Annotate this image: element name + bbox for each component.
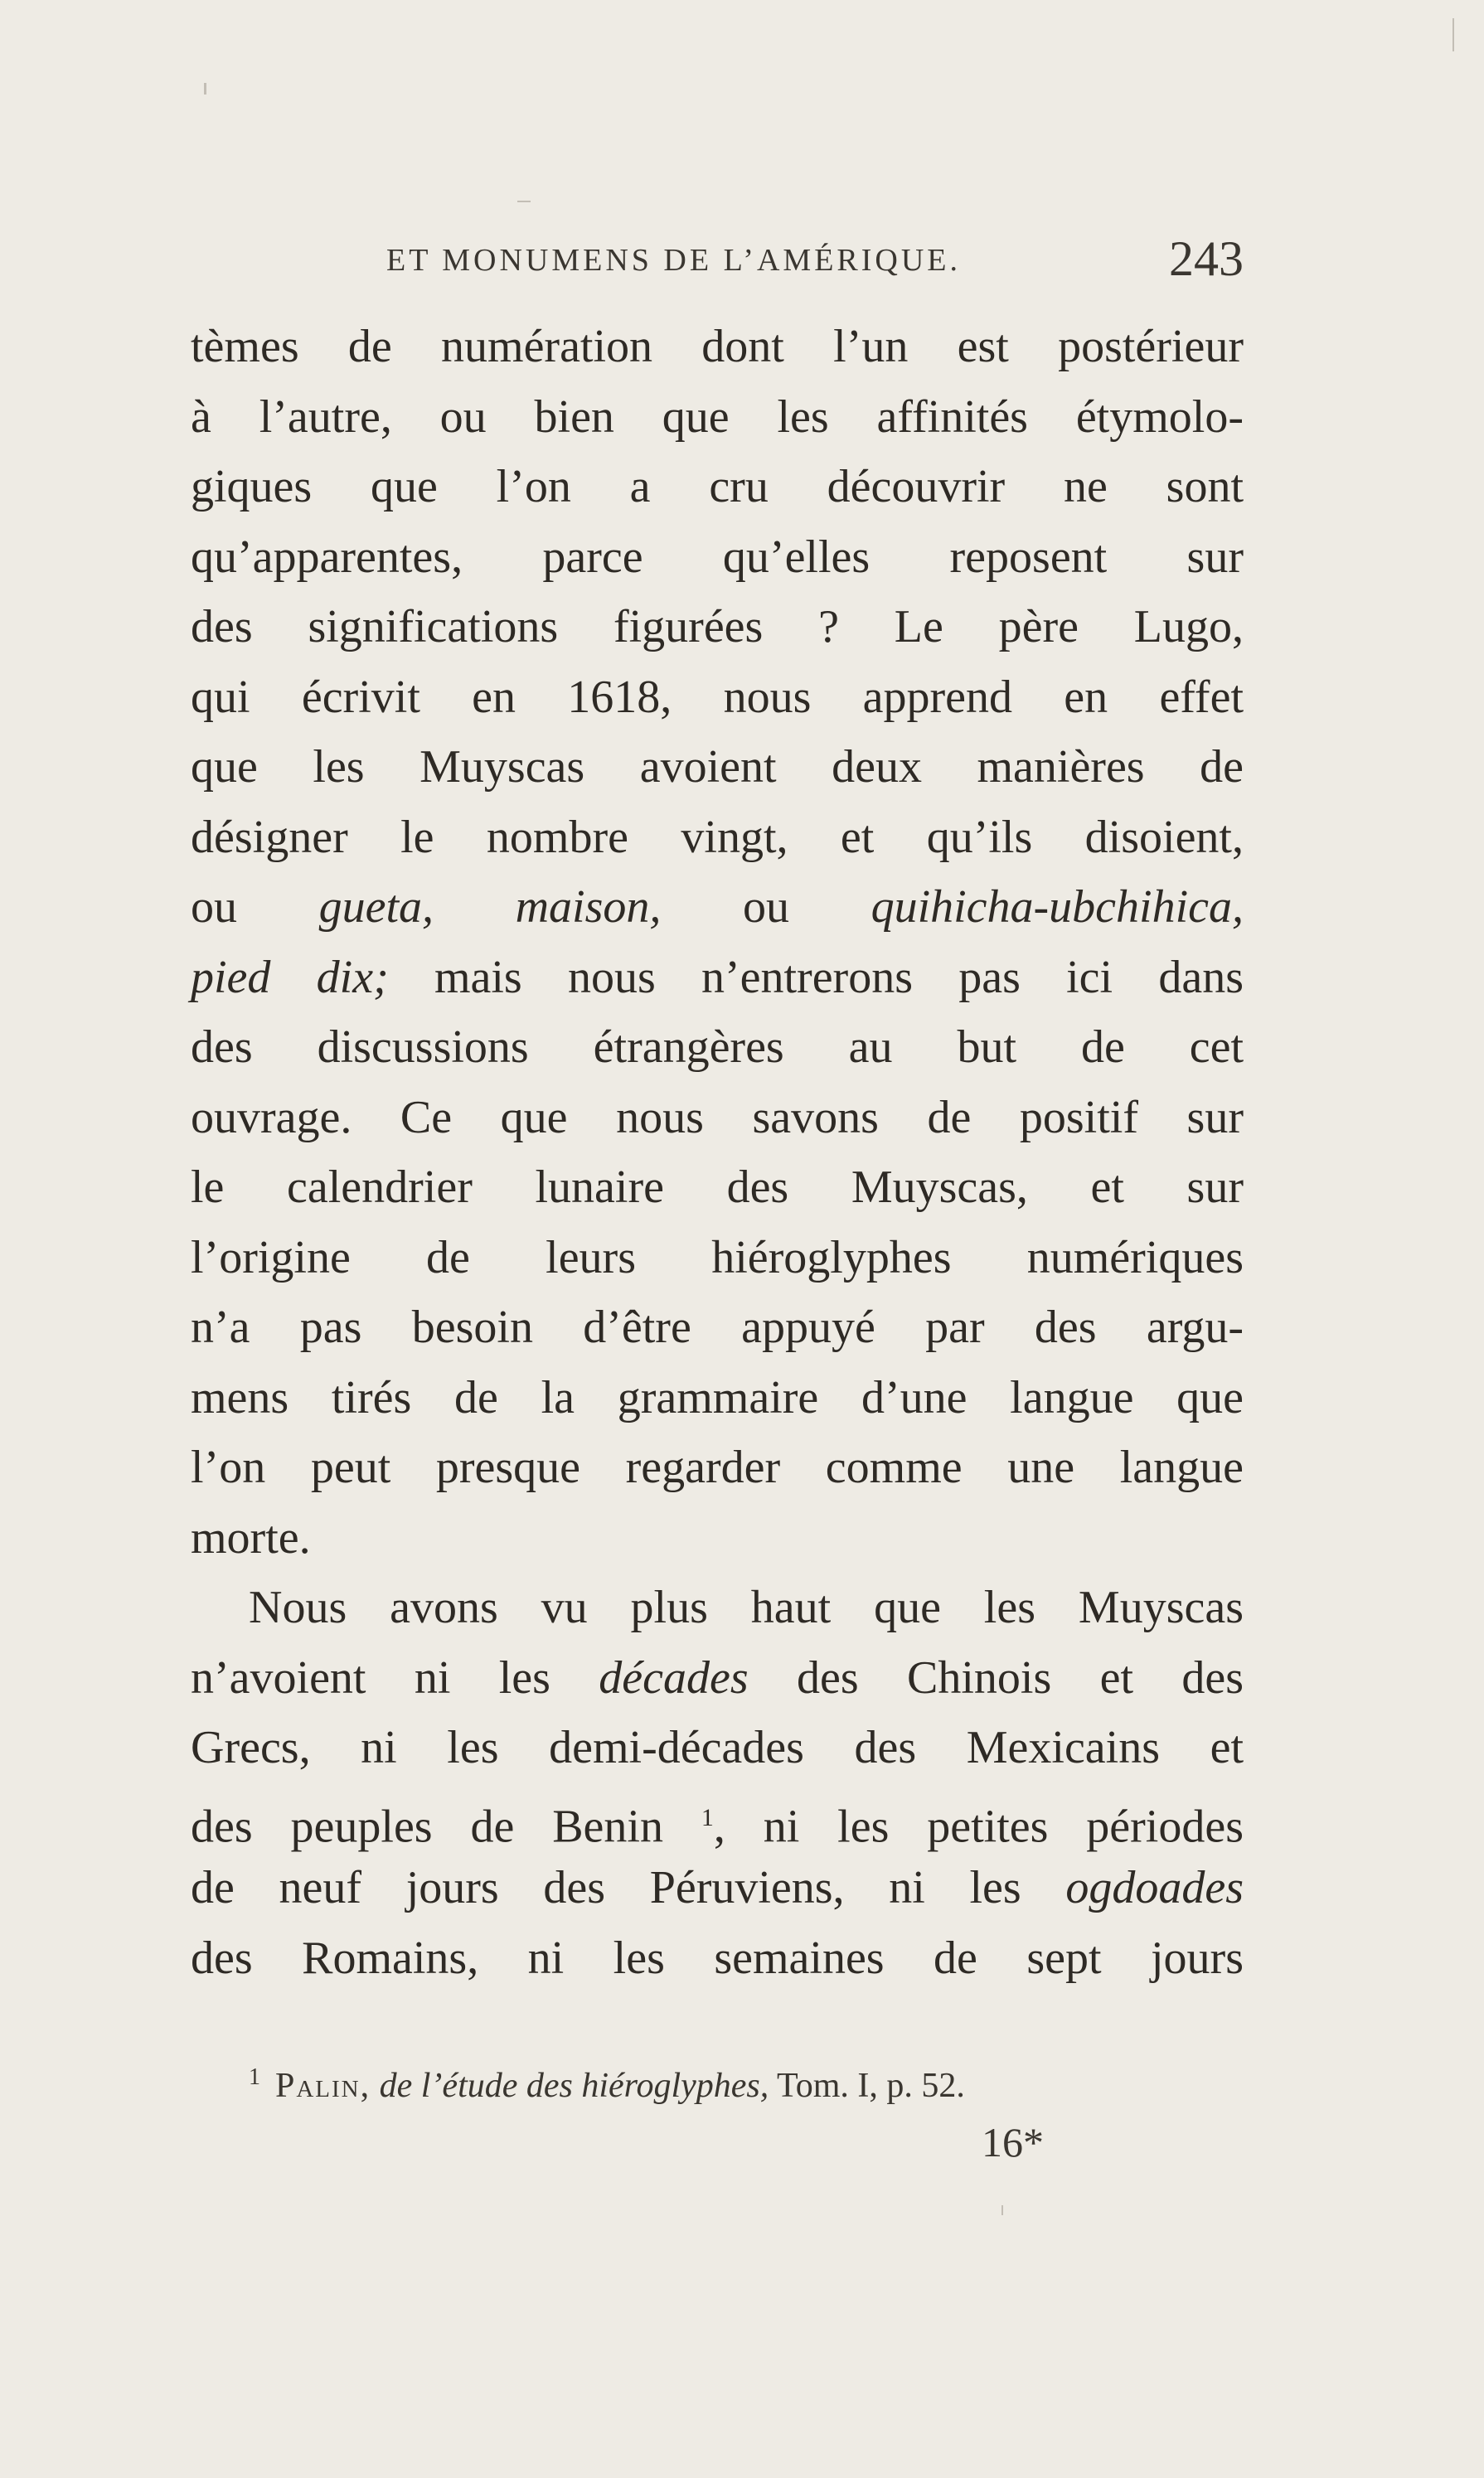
paper-speck — [1001, 2205, 1003, 2215]
text-line — [191, 872, 1244, 943]
text-line: des significations figurées ? Le père Lugo, — [191, 601, 1244, 652]
paper-speck — [517, 201, 531, 202]
footnote — [249, 2064, 1244, 2106]
text-line: l’origine de leurs hiéroglyphes numériques — [191, 1231, 1244, 1283]
text-line: n’a pas besoin d’être appuyé par des argu- — [191, 1302, 1244, 1353]
italic-term: gueta, maison, — [318, 881, 662, 933]
text-line: des discussions étrangères au but de cet — [191, 1021, 1244, 1073]
text-run: des peuples de Benin — [191, 1801, 701, 1853]
text-line — [191, 1853, 1244, 1923]
text-line: des Romains, ni les semaines de sept jours — [191, 1932, 1244, 1984]
text-line: l’on peut presque regarder comme une langue — [191, 1442, 1244, 1493]
text-line — [191, 1643, 1244, 1714]
text-line: morte. — [191, 1511, 311, 1564]
italic-term: pied dix; — [191, 951, 389, 1003]
running-title: ET MONUMENS DE L’AMÉRIQUE. — [386, 243, 961, 278]
text-line — [191, 943, 1244, 1013]
text-run: des Chinois et des — [748, 1651, 1244, 1704]
signature-mark: 16* — [982, 2119, 1044, 2165]
text-line: que les Muyscas avoient deux manières de — [191, 741, 1244, 793]
italic-term: quihicha-ubchihica, — [871, 881, 1244, 933]
footnote-work-title: de l’étude des hiéroglyphes, — [371, 2067, 769, 2105]
italic-term: ogdoades — [1065, 1862, 1244, 1913]
text-line: Grecs, ni les demi-décades des Mexicains et — [191, 1722, 1244, 1773]
text-line: qu’apparentes, parce qu’elles reposent sur — [191, 531, 1244, 583]
text-run: ou — [191, 881, 319, 933]
page-number: 243 — [1169, 231, 1244, 286]
footnote-marker: 1 — [249, 2064, 260, 2090]
footnote-reference-text: Tom. I, p. 52. — [769, 2067, 965, 2105]
text-run: mais nous n’entrerons pas ici dans — [388, 951, 1244, 1003]
italic-term: décades — [599, 1651, 749, 1704]
paper-speck — [204, 83, 206, 95]
text-run: de neuf jours des Péruviens, ni les — [191, 1862, 1066, 1913]
text-run: n’avoient ni les — [191, 1651, 599, 1704]
text-run: ou — [661, 881, 871, 933]
text-line: le calendrier lunaire des Muyscas, et sur — [191, 1161, 1244, 1213]
text-line: giques que l’on a cru découvrir ne sont — [191, 461, 1244, 512]
footnote-reference: 1 — [701, 1803, 714, 1831]
text-run: , ni les petites périodes — [713, 1801, 1244, 1853]
text-line: désigner le nombre vingt, et qu’ils disoient, — [191, 811, 1244, 863]
footnote-author: Palin, — [275, 2067, 371, 2105]
running-head — [191, 231, 1244, 308]
text-line: tèmes de numération dont l’un est postérieur — [191, 321, 1244, 372]
text-line: à l’autre, ou bien que les affinités étymolo- — [191, 390, 1244, 443]
text-line: Nous avons vu plus haut que les Muyscas — [249, 1582, 1244, 1633]
body-text — [191, 312, 1244, 1993]
text-line: mens tirés de la grammaire d’une langue que — [191, 1371, 1244, 1423]
text-line: ouvrage. Ce que nous savons de positif sur — [191, 1091, 1244, 1143]
paper-speck — [1452, 18, 1454, 51]
text-line: qui écrivit en 1618, nous apprend en effet — [191, 671, 1244, 723]
text-line — [191, 1783, 1244, 1854]
